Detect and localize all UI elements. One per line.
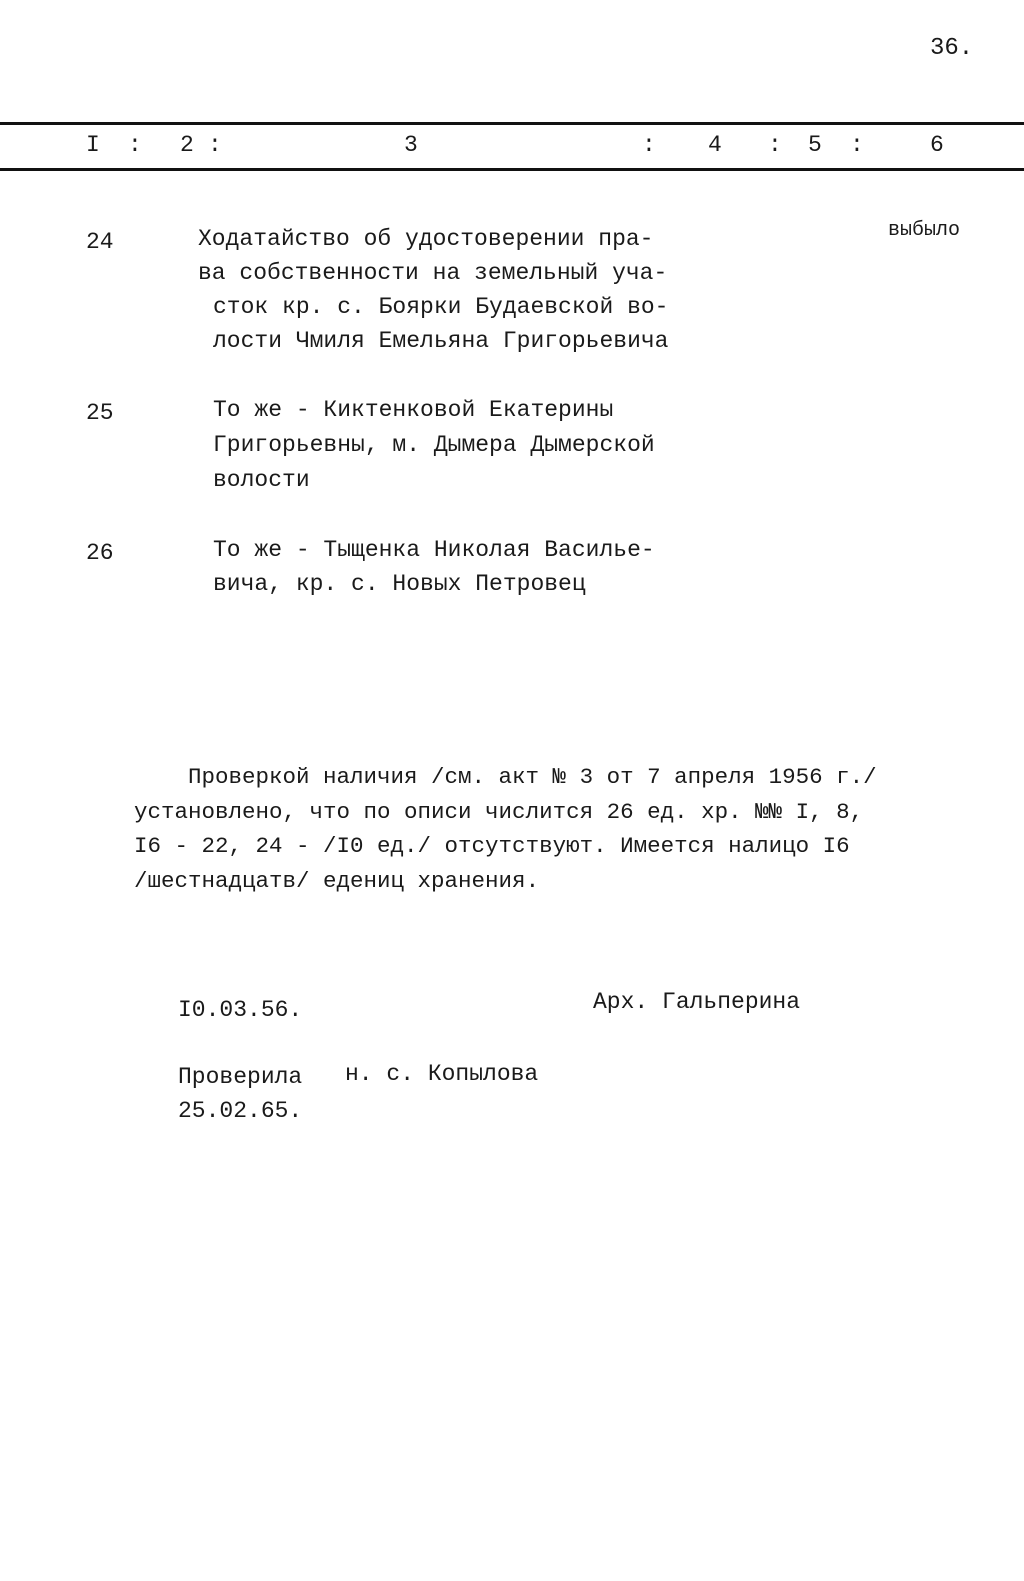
item-text-line: То же - Киктенковой Екатерины: [213, 397, 614, 423]
checked-label: Проверила: [178, 1064, 303, 1090]
col-4: 4: [708, 132, 722, 158]
item-text-line: ва собственности на земельный уча-: [198, 260, 668, 286]
item-text-line: Григорьевны, м. Дымера Дымерской: [213, 432, 655, 458]
compile-date: I0.03.56.: [178, 997, 303, 1023]
col-sep: :: [208, 132, 222, 158]
col-3: 3: [404, 132, 418, 158]
col-2: 2: [180, 132, 194, 158]
item-text-line: сток кр. с. Боярки Будаевской во-: [213, 294, 669, 320]
item-number: 24: [86, 229, 114, 255]
header-bottom-rule: [0, 168, 1024, 171]
col-1: I: [86, 132, 100, 158]
header-top-rule: [0, 122, 1024, 125]
item-text-line: Ходатайство об удостоверении пра-: [198, 226, 654, 252]
page-number: 36.: [930, 35, 974, 62]
col-6: 6: [930, 132, 944, 158]
verification-line: установлено, что по описи числится 26 ед. хр. №№ I, 8,: [134, 799, 864, 825]
archivist-name: Арх. Гальперина: [593, 989, 801, 1015]
item-text-line: волости: [213, 467, 310, 493]
checked-by: н. с. Копылова: [345, 1061, 539, 1087]
col-sep: :: [850, 132, 864, 158]
verification-line: Проверкой наличия /см. акт № 3 от 7 апреля 1956 г./: [188, 764, 877, 790]
item-number: 25: [86, 400, 114, 426]
item-note: выбыло: [888, 219, 961, 242]
checked-date: 25.02.65.: [178, 1098, 303, 1124]
item-text-line: То же - Тыщенка Николая Василье-: [213, 537, 655, 563]
col-sep: :: [128, 132, 142, 158]
item-text-line: лости Чмиля Емельяна Григорьевича: [213, 328, 669, 354]
verification-line: /шестнадцатв/ едениц хранения.: [134, 868, 540, 894]
col-sep: :: [642, 132, 656, 158]
item-number: 26: [86, 540, 114, 566]
verification-line: I6 - 22, 24 - /I0 ед./ отсутствуют. Имеется налицо I6: [134, 833, 850, 859]
col-5: 5: [808, 132, 822, 158]
item-text-line: вича, кр. с. Новых Петровец: [213, 571, 586, 597]
col-sep: :: [768, 132, 782, 158]
